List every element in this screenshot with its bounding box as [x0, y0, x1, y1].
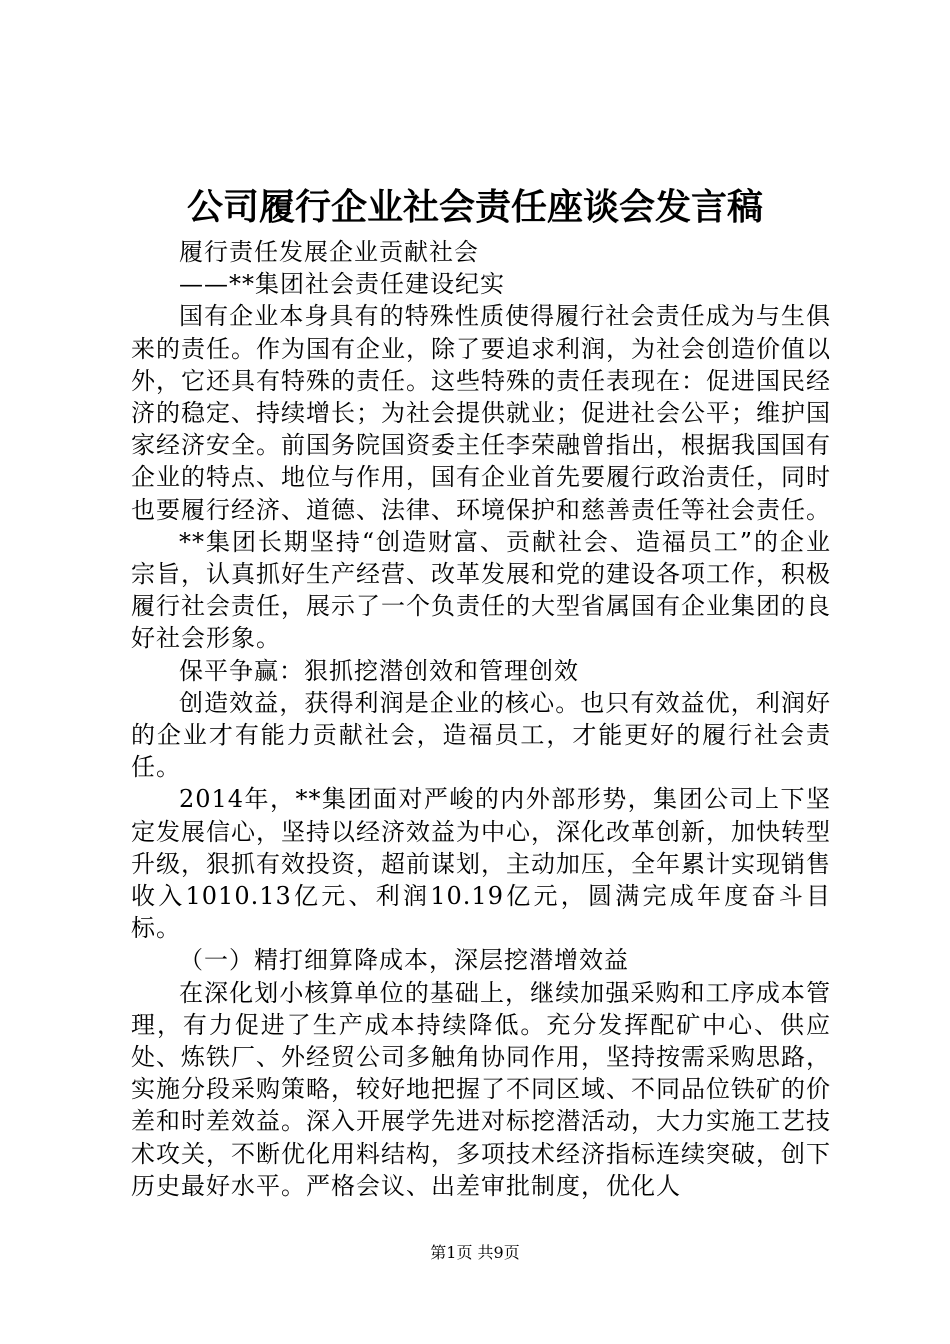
body-paragraph: **集团长期坚持“创造财富、贡献社会、造福员工”的企业宗旨，认真抓好生产经营、改革发展和党的建设各项工作，积极履行社会责任，展示了一个负责任的大型省属国有企业集团的良好社会形象。 [131, 527, 831, 653]
page-number-footer: 第1页 共9页 [430, 1243, 520, 1262]
subsection-heading: （一）精打细算降成本，深层挖潜增效益 [179, 946, 629, 975]
section-heading: 保平争赢：狠抓挖潜创效和管理创效 [179, 656, 579, 685]
body-paragraph: 国有企业本身具有的特殊性质使得履行社会责任成为与生俱来的责任。作为国有企业，除了要追求利润，为社会创造价值以外，它还具有特殊的责任。这些特殊的责任表现在：促进国民经济的稳定、持续增长；为社会提供就业；促进社会公平；维护国家经济安全。前国务院国资委主任李荣融曾指出，根据我国国有企业的特点、地位与作用，国有企业首先要履行政治责任，同时也要履行经济、道德、法律、环境保护和慈善责任等社会责任。 [131, 302, 831, 524]
document-title: 公司履行企业社会责任座谈会发言稿 [186, 187, 763, 228]
body-paragraph: 在深化划小核算单位的基础上，继续加强采购和工序成本管理，有力促进了生产成本持续降低。充分发挥配矿中心、供应处、炼铁厂、外经贸公司多触角协同作用，坚持按需采购思路，实施分段采购策略，较好地把握了不同区域、不同品位铁矿的价差和时差效益。深入开展学先进对标挖潜活动，大力实施工艺技术攻关，不断优化用料结构，多项技术经济指标连续突破，创下历史最好水平。严格会议、出差审批制度，优化人 [131, 978, 831, 1200]
body-paragraph: 2014年，**集团面对严峻的内外部形势，集团公司上下坚定发展信心，坚持以经济效益为中心，深化改革创新，加快转型升级，狠抓有效投资，超前谋划，主动加压，全年累计实现销售收入1010.13亿元、利润10.19亿元，圆满完成年度奋斗目标。 [131, 785, 831, 943]
subtitle-line: 履行责任发展企业贡献社会 [179, 238, 479, 266]
document-body [131, 236, 831, 1202]
subtitle-attribution: ——**集团社会责任建设纪实 [179, 270, 505, 299]
body-paragraph: 创造效益，获得利润是企业的核心。也只有效益优，利润好的企业才有能力贡献社会，造福员工，才能更好的履行社会责任。 [131, 688, 831, 782]
